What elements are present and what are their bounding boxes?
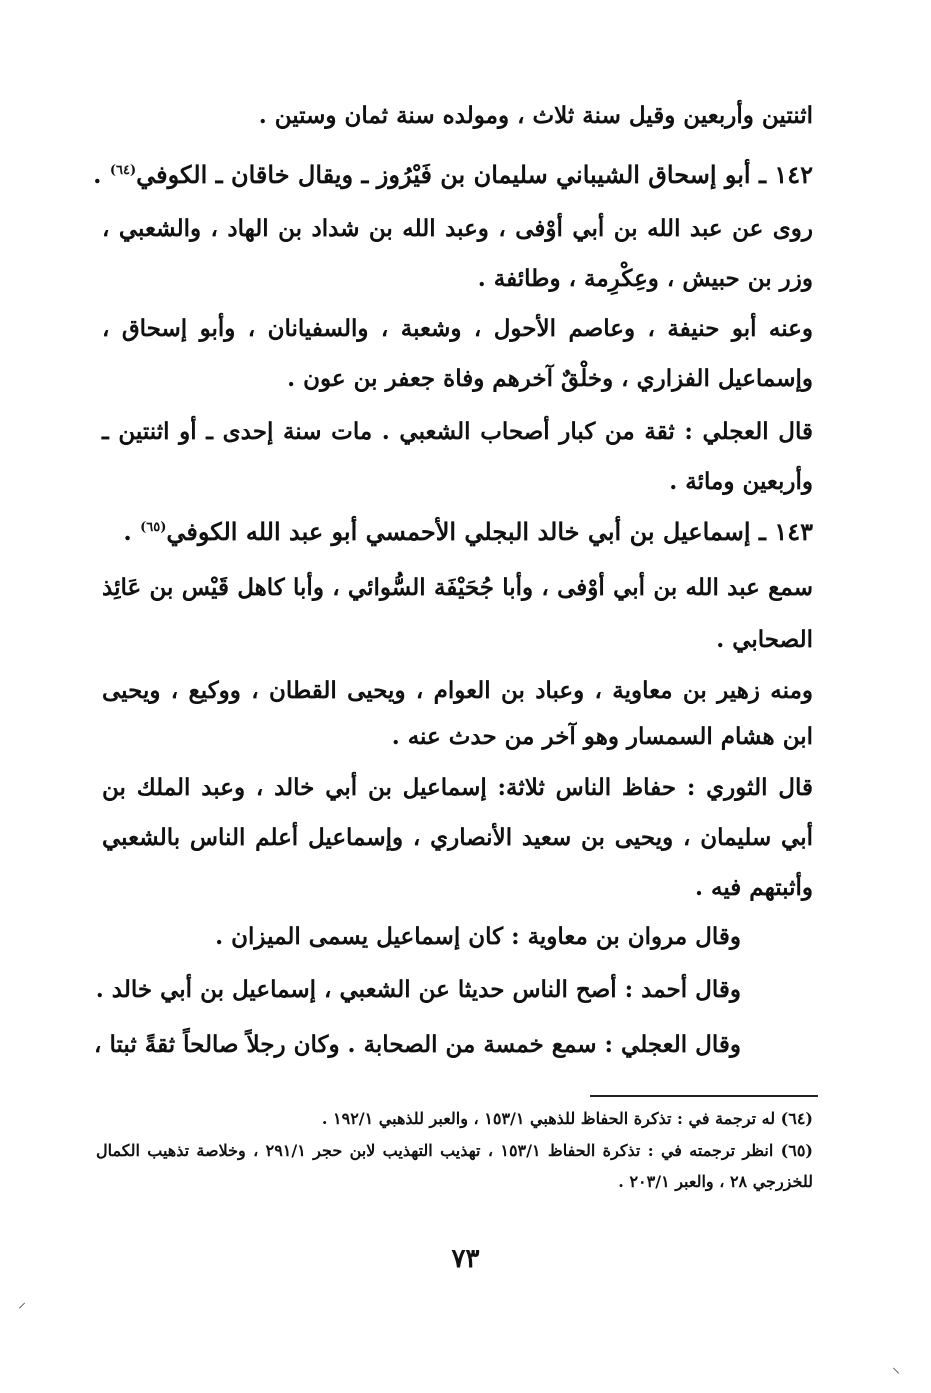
- text-line-13: ابن هشام السمسار وهو آخر من حدث عنه .: [391, 723, 813, 750]
- entry-heading-142-text: ١٤٢ ـ أبو إسحاق الشيباني سليمان بن فَيْرُوز ـ ويقال خاقان ـ الكوفي: [136, 160, 813, 189]
- entry-heading-143-text: ١٤٣ ـ إسماعيل بن أبي خالد البجلي الأحمسي أبو عبد الله الكوفي: [166, 517, 813, 546]
- scan-mark-left: ⸍: [18, 1299, 27, 1318]
- footnote-separator: [590, 1095, 818, 1097]
- text-line-8: وأربعين ومائة .: [669, 468, 813, 495]
- scan-mark-right: ⸌: [892, 1364, 901, 1383]
- entry-heading-142-tail: .: [93, 160, 110, 189]
- text-line-19: وقال العجلي : سمع خمسة من الصحابة . وكان رجلاً صالحاً ثقةً ثبتا ،: [94, 1031, 741, 1058]
- text-line-16: وأثبتهم فيه .: [695, 874, 813, 901]
- footnote-65-continued: للخزرجي ٢٨ ، والعبر ٢٠٣/١ .: [618, 1172, 813, 1191]
- text-line-4: وزر بن حبيش ، وعِكْرِمة ، وطائفة .: [477, 265, 813, 292]
- text-line-12: ومنه زهير بن معاوية ، وعباد بن العوام ، ويحيى القطان ، ووكيع ، ويحيى: [102, 677, 813, 704]
- footnote-ref-64[interactable]: (٦٤): [109, 163, 137, 178]
- text-line-7: قال العجلي : ثقة من كبار أصحاب الشعبي . مات سنة إحدى ـ أو اثنتين ـ: [102, 418, 813, 445]
- text-line-11: الصحابي .: [716, 626, 813, 653]
- text-line-5: وعنه أبو حنيفة ، وعاصم الأحول ، وشعبة ، والسفيانان ، وأبو إسحاق ،: [102, 315, 813, 342]
- footnote-64: (٦٤) له ترجمة في : تذكرة الحفاظ للذهبي ١٥٣/١ ، والعبر للذهبي ١٩٢/١ .: [321, 1109, 813, 1128]
- text-line-1: اثنتين وأربعين وقيل سنة ثلاث ، ومولده سنة ثمان وستين .: [258, 102, 813, 129]
- entry-heading-143: [123, 517, 813, 547]
- page-number: ٧٣: [451, 1244, 480, 1274]
- text-line-17: وقال مروان بن معاوية : كان إسماعيل يسمى الميزان .: [215, 923, 741, 950]
- text-line-6: وإسماعيل الفزاري ، وخلْقٌ آخرهم وفاة جعفر بن عون .: [287, 365, 813, 392]
- text-line-14: قال الثوري : حفاظ الناس ثلاثة: إسماعيل بن أبي خالد ، وعبد الملك بن: [102, 774, 813, 801]
- footnote-ref-65[interactable]: (٦٥): [140, 520, 167, 535]
- text-line-3: روى عن عبد الله بن أبي أوْفى ، وعبد الله بن شداد بن الهاد ، والشعبي ،: [102, 215, 813, 242]
- text-line-10: سمع عبد الله بن أبي أوْفى ، وأبا جُحَيْفَة السُّوائي ، وأبا كاهل قَيْس بن عَائِذ: [102, 574, 813, 601]
- entry-heading-142: [93, 160, 813, 190]
- footnote-65: (٦٥) انظر ترجمته في : تذكرة الحفاظ ١٥٣/١ ، تهذيب التهذيب لابن حجر ٢٩١/١ ، وخلاصة تذهيب الكمال: [96, 1141, 813, 1160]
- text-line-18: وقال أحمد : أصح الناس حديثا عن الشعبي ، إسماعيل بن أبي خالد .: [95, 976, 741, 1003]
- text-line-15: أبي سليمان ، ويحيى بن سعيد الأنصاري ، وإسماعيل أعلم الناس بالشعبي: [102, 824, 813, 851]
- entry-heading-143-tail: .: [123, 517, 141, 546]
